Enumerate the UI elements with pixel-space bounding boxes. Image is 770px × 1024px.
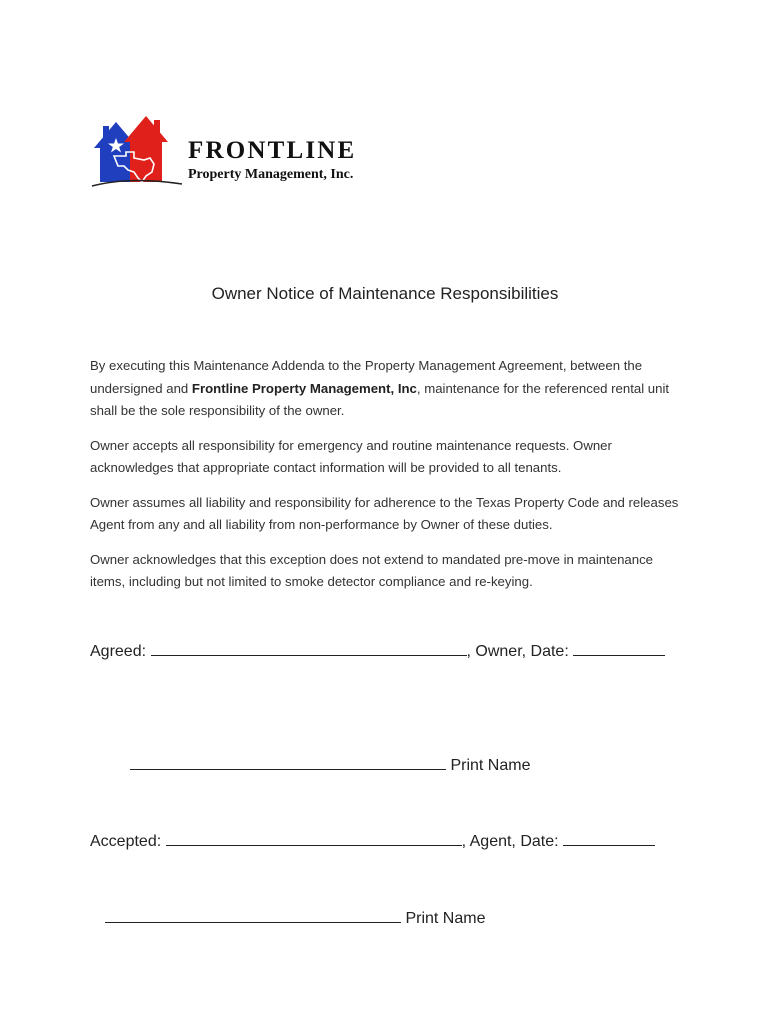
house-texas-logo-icon (90, 112, 184, 192)
paragraph-exception: Owner acknowledges that this exception does not extend to mandated pre-move in maintenance items, including but not limited to smoke detector compliance and re-keying. (90, 551, 654, 589)
paragraph-addenda-rest: , maintenance for the referenced rental unit shall be the sole responsibility of the owner. (90, 380, 670, 418)
company-name-bold: Frontline Property Management, Inc (191, 380, 417, 396)
agent-signature-row (90, 830, 655, 853)
company-logo (90, 112, 390, 194)
owner-date-label: , Owner, Date: (466, 643, 569, 660)
owner-signature-row (90, 640, 665, 663)
agent-print-name-label: Print Name (405, 910, 486, 927)
document-body (90, 355, 690, 606)
agent-date-line[interactable] (563, 830, 655, 846)
logo-company-subtitle: Property Management, Inc. (188, 167, 354, 182)
paragraph-emergency: Owner accepts all responsibility for emergency and routine maintenance requests. Owner acknowledges that appropriate contact information will be provided to all tenants. (90, 437, 612, 475)
agent-signature-line[interactable] (166, 830, 462, 846)
agent-print-name-line[interactable] (105, 907, 401, 923)
owner-signature-line[interactable] (151, 640, 467, 656)
paragraph-addenda (90, 355, 690, 423)
owner-print-name-row (130, 754, 530, 777)
document-title: Owner Notice of Maintenance Responsibilities (211, 284, 559, 303)
accepted-label: Accepted: (90, 833, 162, 850)
agreed-label: Agreed: (90, 643, 147, 660)
paragraph-addenda-intro: By executing this Maintenance Addenda to the Property Management Agreement, between the undersigned and (90, 358, 643, 396)
logo-company-name: FRONTLINE (188, 137, 357, 164)
owner-date-line[interactable] (573, 640, 665, 656)
owner-print-name-label: Print Name (450, 757, 531, 774)
paragraph-liability: Owner assumes all liability and responsibility for adherence to the Texas Property Code and releases Agent from any and all liability from non-performance by Owner of these duties. (90, 494, 679, 532)
agent-date-label: , Agent, Date: (461, 833, 559, 850)
owner-print-name-line[interactable] (130, 754, 446, 770)
agent-print-name-row (105, 907, 485, 930)
